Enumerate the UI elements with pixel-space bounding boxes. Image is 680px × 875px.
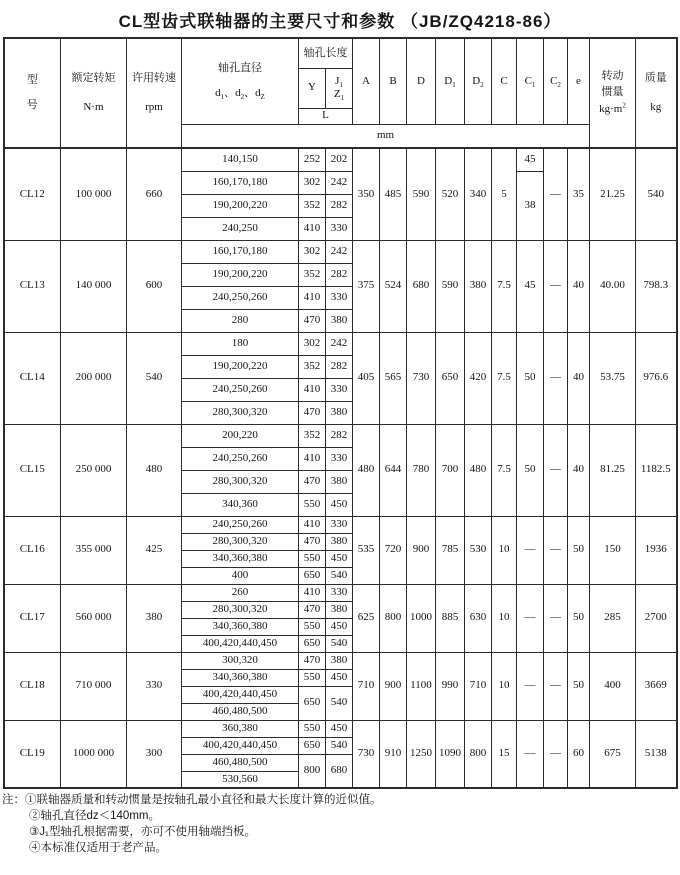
- length-Y-cell: 352: [299, 424, 326, 447]
- length-L-cell: 282: [326, 194, 353, 217]
- dim-e-cell: 40: [568, 240, 590, 332]
- dim-C2-cell: —: [544, 332, 568, 424]
- dim-C-cell: 10: [492, 584, 517, 652]
- bore-diameter-cell: 360,380: [182, 720, 299, 737]
- header-bore-diameter: [182, 38, 299, 124]
- bore-diameter-cell: 400: [182, 567, 299, 584]
- header-inertia-line1: 转动: [601, 70, 624, 83]
- dim-D2-cell: 800: [465, 720, 492, 788]
- torque-cell: 250 000: [61, 424, 127, 516]
- length-L-cell: 450: [326, 618, 353, 635]
- bore-diameter-cell: 340,360,380: [182, 669, 299, 686]
- bore-diameter-cell: 200,220: [182, 424, 299, 447]
- model-cell: CL17: [4, 584, 61, 652]
- length-L-cell: 540: [326, 635, 353, 652]
- model-cell: CL16: [4, 516, 61, 584]
- bore-diameter-cell: 280: [182, 309, 299, 332]
- header-col-Y: Y: [299, 68, 326, 108]
- length-L-cell: 380: [326, 401, 353, 424]
- dim-C2-cell: —: [544, 148, 568, 240]
- header-model: [4, 38, 61, 148]
- header-model-line1: 型: [26, 73, 38, 86]
- length-Y-cell: 352: [299, 194, 326, 217]
- dim-e-cell: 50: [568, 652, 590, 720]
- table-row: [4, 720, 677, 737]
- length-L-cell: 242: [326, 240, 353, 263]
- dim-D1-cell: 885: [436, 584, 465, 652]
- note-text: ④本标准仅适用于老产品。: [29, 841, 167, 854]
- table-row: [4, 584, 677, 601]
- dim-A-cell: 625: [353, 584, 380, 652]
- header-inertia-unit: $kg\cdot m^2$: [599, 100, 626, 115]
- header-dim-D1: $D_1$: [436, 38, 465, 124]
- dim-B-cell: 720: [380, 516, 407, 584]
- bore-diameter-cell: 240,250,260: [182, 378, 299, 401]
- inertia-cell: 285: [590, 584, 636, 652]
- length-L-cell: 540: [326, 567, 353, 584]
- bore-diameter-cell: 280,300,320: [182, 401, 299, 424]
- mass-cell: 798.3: [636, 240, 677, 332]
- speed-cell: 540: [127, 332, 182, 424]
- dim-D1-cell: 785: [436, 516, 465, 584]
- length-L-cell: 450: [326, 550, 353, 567]
- length-L-cell: 282: [326, 355, 353, 378]
- length-Y-cell: 302: [299, 332, 326, 355]
- length-Y-cell: 410: [299, 516, 326, 533]
- length-Y-cell: 410: [299, 447, 326, 470]
- dim-e-cell: 50: [568, 516, 590, 584]
- mass-cell: 976.6: [636, 332, 677, 424]
- dim-D-cell: 1250: [407, 720, 436, 788]
- dim-C-cell: 7.5: [492, 332, 517, 424]
- bore-diameter-cell: 190,200,220: [182, 194, 299, 217]
- bore-diameter-cell: 240,250,260: [182, 516, 299, 533]
- length-Y-cell: 550: [299, 493, 326, 516]
- speed-cell: 380: [127, 584, 182, 652]
- bore-diameter-cell: 400,420,440,450: [182, 737, 299, 754]
- dim-D1-cell: 1090: [436, 720, 465, 788]
- note-text: ②轴孔直径dz＜140mm。: [29, 809, 160, 822]
- header-row-1: [4, 38, 677, 68]
- note-line-2: [2, 809, 678, 825]
- header-bore-length: 轴孔长度: [299, 38, 353, 68]
- dim-C2-cell: —: [544, 516, 568, 584]
- bore-diameter-cell: 160,170,180: [182, 240, 299, 263]
- torque-cell: 1000 000: [61, 720, 127, 788]
- mass-cell: 540: [636, 148, 677, 240]
- dim-C2-cell: —: [544, 652, 568, 720]
- dim-A-cell: 480: [353, 424, 380, 516]
- bore-diameter-cell: 160,170,180: [182, 171, 299, 194]
- header-dim-C1: $C_1$: [517, 38, 544, 124]
- bore-diameter-cell: 280,300,320: [182, 601, 299, 618]
- dim-D2-cell: 340: [465, 148, 492, 240]
- length-L-cell: 330: [326, 447, 353, 470]
- dim-D-cell: 730: [407, 332, 436, 424]
- torque-cell: 710 000: [61, 652, 127, 720]
- dim-A-cell: 710: [353, 652, 380, 720]
- header-inertia: [590, 38, 636, 148]
- length-Y-cell: 410: [299, 378, 326, 401]
- table-row: [4, 148, 677, 171]
- dim-e-cell: 40: [568, 332, 590, 424]
- header-mass-unit: kg: [650, 101, 662, 113]
- header-dim-D: D: [407, 38, 436, 124]
- page: [0, 7, 680, 856]
- length-Y-cell: 650: [299, 635, 326, 652]
- model-cell: CL19: [4, 720, 61, 788]
- length-L-cell: 540: [326, 686, 353, 720]
- model-cell: CL15: [4, 424, 61, 516]
- length-Y-cell: 470: [299, 470, 326, 493]
- dim-B-cell: 910: [380, 720, 407, 788]
- inertia-cell: 21.25: [590, 148, 636, 240]
- speed-cell: 300: [127, 720, 182, 788]
- header-torque: [61, 38, 127, 148]
- bore-diameter-cell: 260: [182, 584, 299, 601]
- dim-A-cell: 730: [353, 720, 380, 788]
- dim-D1-cell: 990: [436, 652, 465, 720]
- header-col-L: L: [299, 108, 353, 124]
- dim-e-cell: 35: [568, 148, 590, 240]
- header-col-J1: $J_1$: [335, 74, 343, 89]
- notes-label: 注：: [2, 794, 25, 806]
- length-L-cell: 680: [326, 754, 353, 788]
- dim-D1-cell: 700: [436, 424, 465, 516]
- length-L-cell: 282: [326, 424, 353, 447]
- length-Y-cell: 550: [299, 618, 326, 635]
- dim-D-cell: 780: [407, 424, 436, 516]
- dim-C2-cell: —: [544, 240, 568, 332]
- length-Y-cell: 470: [299, 652, 326, 669]
- header-inertia-line2: 惯量: [601, 86, 624, 99]
- dim-C-cell: 5: [492, 148, 517, 240]
- header-dim-C2: $C_2$: [544, 38, 568, 124]
- length-Y-cell: 800: [299, 754, 326, 788]
- dim-C1-cell: 50: [517, 424, 544, 516]
- length-L-cell: 202: [326, 148, 353, 171]
- coupling-spec-table: [3, 37, 678, 789]
- bore-diameter-cell: 340,360: [182, 493, 299, 516]
- table-body: [4, 148, 677, 788]
- dim-D2-cell: 380: [465, 240, 492, 332]
- dim-D1-cell: 650: [436, 332, 465, 424]
- header-bore-diameter-symbols: $d_1$、$d_2$、$d_Z$: [215, 87, 265, 102]
- header-model-line2: 号: [26, 99, 38, 111]
- header-torque-unit: N·m: [83, 101, 104, 113]
- dim-C1-cell: 50: [517, 332, 544, 424]
- bore-diameter-cell: 240,250: [182, 217, 299, 240]
- dim-C1-cell: —: [517, 584, 544, 652]
- length-L-cell: 330: [326, 584, 353, 601]
- length-Y-cell: 550: [299, 720, 326, 737]
- dim-C1-cell: 45: [517, 240, 544, 332]
- torque-cell: 560 000: [61, 584, 127, 652]
- dim-C1-cell: 45: [517, 148, 544, 171]
- length-Y-cell: 470: [299, 533, 326, 550]
- dim-D-cell: 1100: [407, 652, 436, 720]
- dim-D1-cell: 590: [436, 240, 465, 332]
- length-Y-cell: 410: [299, 217, 326, 240]
- bore-diameter-cell: 400,420,440,450: [182, 635, 299, 652]
- header-mass: [636, 38, 677, 148]
- header-bore-diameter-label: 轴孔直径: [218, 62, 262, 75]
- bore-diameter-cell: 400,420,440,450: [182, 686, 299, 703]
- length-L-cell: 450: [326, 669, 353, 686]
- length-L-cell: 380: [326, 652, 353, 669]
- dim-D2-cell: 630: [465, 584, 492, 652]
- torque-cell: 355 000: [61, 516, 127, 584]
- length-L-cell: 380: [326, 533, 353, 550]
- length-Y-cell: 302: [299, 171, 326, 194]
- header-dim-C: C: [492, 38, 517, 124]
- length-L-cell: 330: [326, 516, 353, 533]
- length-Y-cell: 302: [299, 240, 326, 263]
- table-row: [4, 424, 677, 447]
- dim-B-cell: 644: [380, 424, 407, 516]
- mass-cell: 1182.5: [636, 424, 677, 516]
- header-speed-label: 许用转速: [132, 71, 176, 84]
- dim-C1-cell: —: [517, 652, 544, 720]
- table-row: [4, 240, 677, 263]
- dim-D-cell: 900: [407, 516, 436, 584]
- length-L-cell: 330: [326, 286, 353, 309]
- length-Y-cell: 650: [299, 686, 326, 720]
- header-speed-unit: rpm: [145, 101, 163, 113]
- note-text: ③J₁型轴孔根据需要，亦可不使用轴端挡板。: [29, 825, 256, 838]
- dim-C2-cell: —: [544, 720, 568, 788]
- length-Y-cell: 470: [299, 601, 326, 618]
- speed-cell: 330: [127, 652, 182, 720]
- dim-C1-cell: 38: [517, 171, 544, 240]
- dim-B-cell: 485: [380, 148, 407, 240]
- table-header: [4, 38, 677, 148]
- length-Y-cell: 470: [299, 401, 326, 424]
- dim-A-cell: 350: [353, 148, 380, 240]
- bore-diameter-cell: 240,250,260: [182, 447, 299, 470]
- speed-cell: 425: [127, 516, 182, 584]
- dim-C-cell: 7.5: [492, 424, 517, 516]
- header-torque-label: 额定转矩: [71, 71, 116, 84]
- dim-e-cell: 40: [568, 424, 590, 516]
- dim-C-cell: 10: [492, 516, 517, 584]
- header-unit-mm: mm: [182, 124, 590, 148]
- page-title: CL型齿式联轴器的主要尺寸和参数 （JB/ZQ4218-86）: [118, 12, 562, 31]
- dim-B-cell: 565: [380, 332, 407, 424]
- length-L-cell: 330: [326, 378, 353, 401]
- length-Y-cell: 650: [299, 737, 326, 754]
- length-Y-cell: 470: [299, 309, 326, 332]
- length-Y-cell: 252: [299, 148, 326, 171]
- dim-D-cell: 590: [407, 148, 436, 240]
- dim-D2-cell: 710: [465, 652, 492, 720]
- header-dim-e: e: [568, 38, 590, 124]
- length-L-cell: 282: [326, 263, 353, 286]
- dim-B-cell: 524: [380, 240, 407, 332]
- dim-D2-cell: 530: [465, 516, 492, 584]
- table-row: [4, 516, 677, 533]
- bore-diameter-cell: 300,320: [182, 652, 299, 669]
- length-L-cell: 380: [326, 309, 353, 332]
- notes: [2, 793, 678, 856]
- length-Y-cell: 410: [299, 286, 326, 309]
- speed-cell: 480: [127, 424, 182, 516]
- model-cell: CL18: [4, 652, 61, 720]
- inertia-cell: 53.75: [590, 332, 636, 424]
- length-Y-cell: 410: [299, 584, 326, 601]
- speed-cell: 600: [127, 240, 182, 332]
- header-mass-label: 质量: [644, 71, 667, 84]
- dim-C2-cell: —: [544, 584, 568, 652]
- bore-diameter-cell: 460,480,500: [182, 754, 299, 771]
- inertia-cell: 81.25: [590, 424, 636, 516]
- bore-diameter-cell: 460,480,500: [182, 703, 299, 720]
- mass-cell: 3669: [636, 652, 677, 720]
- model-cell: CL14: [4, 332, 61, 424]
- dim-C2-cell: —: [544, 424, 568, 516]
- inertia-cell: 675: [590, 720, 636, 788]
- bore-diameter-cell: 190,200,220: [182, 355, 299, 378]
- dim-A-cell: 535: [353, 516, 380, 584]
- dim-B-cell: 900: [380, 652, 407, 720]
- bore-diameter-cell: 280,300,320: [182, 533, 299, 550]
- dim-D-cell: 1000: [407, 584, 436, 652]
- torque-cell: 140 000: [61, 240, 127, 332]
- dim-C-cell: 15: [492, 720, 517, 788]
- dim-D2-cell: 420: [465, 332, 492, 424]
- mass-cell: 5138: [636, 720, 677, 788]
- length-L-cell: 380: [326, 470, 353, 493]
- length-L-cell: 242: [326, 171, 353, 194]
- bore-diameter-cell: 190,200,220: [182, 263, 299, 286]
- bore-diameter-cell: 340,360,380: [182, 618, 299, 635]
- speed-cell: 660: [127, 148, 182, 240]
- mass-cell: 2700: [636, 584, 677, 652]
- length-L-cell: 242: [326, 332, 353, 355]
- table-row: [4, 332, 677, 355]
- length-L-cell: 450: [326, 720, 353, 737]
- model-cell: CL12: [4, 148, 61, 240]
- torque-cell: 100 000: [61, 148, 127, 240]
- note-text: ①联轴器质量和转动惯量是按轴孔最小直径和最大长度计算的近似值。: [25, 794, 382, 806]
- dim-C-cell: 10: [492, 652, 517, 720]
- bore-diameter-cell: 530,560: [182, 771, 299, 788]
- bore-diameter-cell: 240,250,260: [182, 286, 299, 309]
- header-speed: [127, 38, 182, 148]
- inertia-cell: 40.00: [590, 240, 636, 332]
- header-col-J1Z1: [326, 68, 353, 108]
- length-L-cell: 330: [326, 217, 353, 240]
- dim-D-cell: 680: [407, 240, 436, 332]
- dim-A-cell: 375: [353, 240, 380, 332]
- bore-diameter-cell: 280,300,320: [182, 470, 299, 493]
- length-Y-cell: 550: [299, 669, 326, 686]
- dim-C1-cell: —: [517, 516, 544, 584]
- length-L-cell: 380: [326, 601, 353, 618]
- dim-e-cell: 60: [568, 720, 590, 788]
- dim-A-cell: 405: [353, 332, 380, 424]
- dim-D2-cell: 480: [465, 424, 492, 516]
- length-Y-cell: 650: [299, 567, 326, 584]
- inertia-cell: 400: [590, 652, 636, 720]
- inertia-cell: 150: [590, 516, 636, 584]
- dim-e-cell: 50: [568, 584, 590, 652]
- table-row: [4, 652, 677, 669]
- note-line-3: [2, 825, 678, 841]
- length-Y-cell: 550: [299, 550, 326, 567]
- note-line-1: [2, 793, 678, 809]
- header-dim-D2: $D_2$: [465, 38, 492, 124]
- header-dim-A: A: [353, 38, 380, 124]
- header-dim-B: B: [380, 38, 407, 124]
- dim-B-cell: 800: [380, 584, 407, 652]
- dim-C1-cell: —: [517, 720, 544, 788]
- header-col-Z1: $Z_1$: [333, 88, 345, 103]
- mass-cell: 1936: [636, 516, 677, 584]
- length-L-cell: 450: [326, 493, 353, 516]
- length-Y-cell: 352: [299, 263, 326, 286]
- dim-D1-cell: 520: [436, 148, 465, 240]
- note-line-4: [2, 841, 678, 857]
- length-L-cell: 540: [326, 737, 353, 754]
- dim-C-cell: 7.5: [492, 240, 517, 332]
- torque-cell: 200 000: [61, 332, 127, 424]
- bore-diameter-cell: 140,150: [182, 148, 299, 171]
- length-Y-cell: 352: [299, 355, 326, 378]
- bore-diameter-cell: 180: [182, 332, 299, 355]
- bore-diameter-cell: 340,360,380: [182, 550, 299, 567]
- model-cell: CL13: [4, 240, 61, 332]
